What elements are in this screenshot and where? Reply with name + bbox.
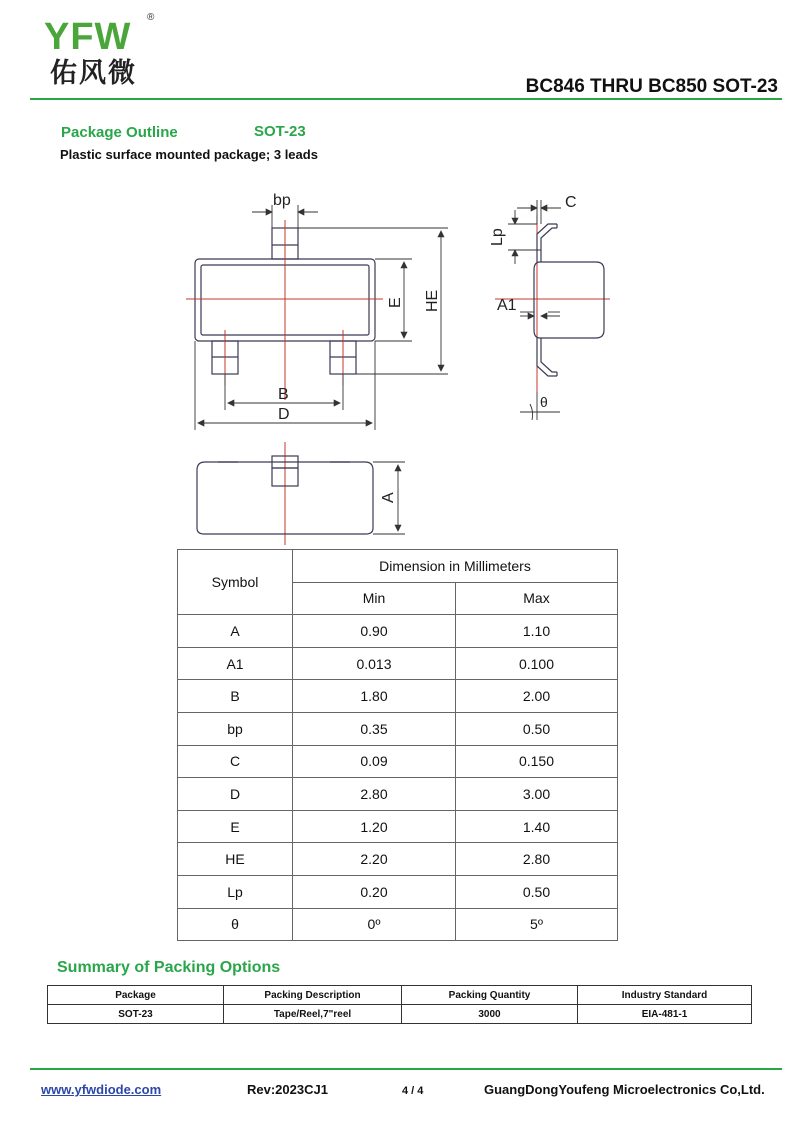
cell-max: 1.40 bbox=[456, 810, 618, 843]
document-title: BC846 THRU BC850 SOT-23 bbox=[525, 76, 778, 97]
packing-title: Summary of Packing Options bbox=[57, 959, 281, 976]
table-row bbox=[178, 712, 618, 745]
cell-max: 1.10 bbox=[456, 615, 618, 648]
packing-cell: 3000 bbox=[402, 1005, 578, 1024]
package-name: SOT-23 bbox=[254, 123, 306, 140]
label-he: HE bbox=[424, 289, 441, 312]
packing-header-cell: Industry Standard bbox=[578, 986, 752, 1005]
label-c: C bbox=[565, 194, 577, 211]
packing-cell: SOT-23 bbox=[48, 1005, 224, 1024]
cell-min: 0.90 bbox=[293, 615, 456, 648]
table-row bbox=[178, 778, 618, 811]
cell-min: 1.20 bbox=[293, 810, 456, 843]
logo-text: YFW bbox=[44, 16, 132, 58]
label-e: E bbox=[387, 297, 404, 308]
footer-divider bbox=[30, 1068, 782, 1070]
cell-symbol: A1 bbox=[178, 647, 293, 680]
cell-symbol: C bbox=[178, 745, 293, 778]
side-view bbox=[534, 224, 604, 376]
packing-header-row bbox=[48, 986, 752, 1005]
cell-max: 0.50 bbox=[456, 712, 618, 745]
website-link[interactable]: www.yfwdiode.com bbox=[41, 1082, 162, 1097]
registered-mark: ® bbox=[147, 12, 155, 23]
table-row bbox=[178, 908, 618, 941]
label-b: B bbox=[278, 386, 289, 403]
label-a: A bbox=[380, 492, 397, 503]
label-a1: A1 bbox=[497, 297, 517, 314]
table-row bbox=[178, 680, 618, 713]
cell-min: 2.20 bbox=[293, 843, 456, 876]
packing-cell: EIA-481-1 bbox=[578, 1005, 752, 1024]
packing-header-cell: Package bbox=[48, 986, 224, 1005]
cell-symbol: B bbox=[178, 680, 293, 713]
package-outline-title: Package Outline bbox=[61, 124, 178, 141]
dimension-group-header: Dimension in Millimeters bbox=[293, 550, 618, 583]
cell-symbol: D bbox=[178, 778, 293, 811]
table-row bbox=[178, 745, 618, 778]
table-row bbox=[178, 647, 618, 680]
label-lp: Lp bbox=[489, 228, 506, 246]
table-row bbox=[178, 615, 618, 648]
cell-max: 0.150 bbox=[456, 745, 618, 778]
cell-min: 1.80 bbox=[293, 680, 456, 713]
packing-header-cell: Packing Description bbox=[224, 986, 402, 1005]
label-d: D bbox=[278, 406, 290, 423]
company-name: GuangDongYoufeng Microelectronics Co,Ltd. bbox=[484, 1082, 765, 1097]
max-header: Max bbox=[456, 582, 618, 615]
cell-min: 0.20 bbox=[293, 875, 456, 908]
packing-row bbox=[48, 1005, 752, 1024]
cell-symbol: θ bbox=[178, 908, 293, 941]
table-row bbox=[178, 843, 618, 876]
label-theta: θ bbox=[540, 394, 548, 410]
cell-symbol: bp bbox=[178, 712, 293, 745]
cell-max: 2.80 bbox=[456, 843, 618, 876]
cell-min: 0.013 bbox=[293, 647, 456, 680]
cell-max: 2.00 bbox=[456, 680, 618, 713]
package-subtitle: Plastic surface mounted package; 3 leads bbox=[60, 147, 318, 162]
cell-max: 0.100 bbox=[456, 647, 618, 680]
symbol-header: Symbol bbox=[178, 550, 293, 615]
packing-table bbox=[47, 985, 752, 1024]
packing-header-cell: Packing Quantity bbox=[402, 986, 578, 1005]
cell-symbol: A bbox=[178, 615, 293, 648]
cell-max: 0.50 bbox=[456, 875, 618, 908]
cell-min: 2.80 bbox=[293, 778, 456, 811]
packing-cell: Tape/Reel,7"reel bbox=[224, 1005, 402, 1024]
page-number: 4 / 4 bbox=[402, 1085, 424, 1097]
dimension-table bbox=[177, 549, 618, 941]
label-bp: bp bbox=[273, 192, 291, 209]
min-header: Min bbox=[293, 582, 456, 615]
revision: Rev:2023CJ1 bbox=[247, 1082, 328, 1097]
table-row bbox=[178, 810, 618, 843]
cell-min: 0º bbox=[293, 908, 456, 941]
package-drawing bbox=[0, 0, 800, 545]
cell-min: 0.09 bbox=[293, 745, 456, 778]
cell-max: 3.00 bbox=[456, 778, 618, 811]
logo-chinese: 佑风微 bbox=[50, 58, 137, 89]
cell-symbol: E bbox=[178, 810, 293, 843]
cell-symbol: Lp bbox=[178, 875, 293, 908]
table-row bbox=[178, 875, 618, 908]
cell-symbol: HE bbox=[178, 843, 293, 876]
cell-max: 5º bbox=[456, 908, 618, 941]
cell-min: 0.35 bbox=[293, 712, 456, 745]
